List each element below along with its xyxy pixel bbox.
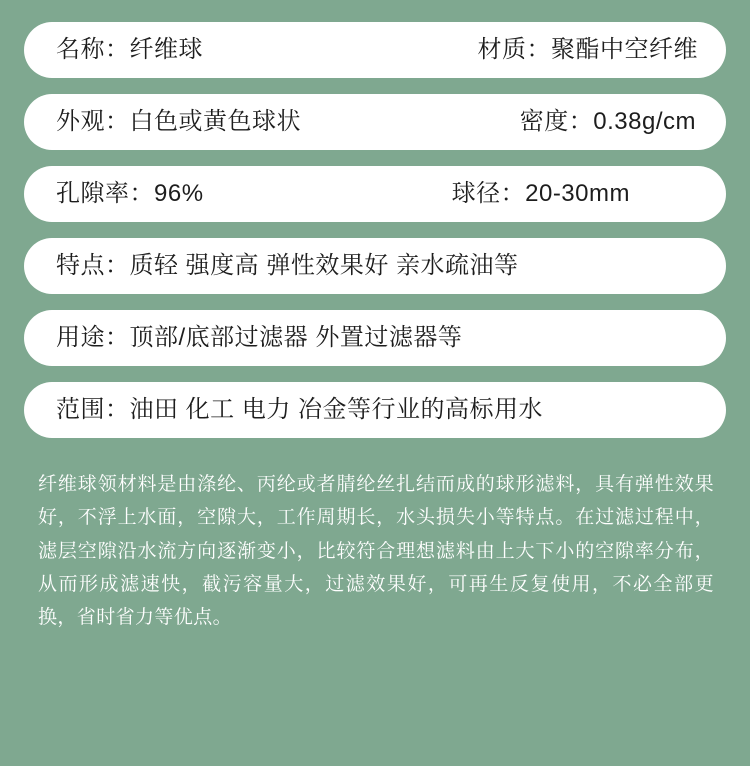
spec-left-text: 用途：顶部/底部过滤器 外置过滤器等 [56,324,463,351]
spec-right-text: 球径：20-30mm [451,180,630,207]
spec-row [24,22,726,78]
spec-right-text: 材质：聚酯中空纤维 [477,36,698,63]
description-block [24,468,726,634]
spec-left-text: 外观：白色或黄色球状 [56,108,301,135]
spec-left-text: 孔隙率：96% [56,180,204,207]
description-text: 纤维球领材料是由涤纶、丙纶或者腈纶丝扎结而成的球形滤料，具有弹性效果好，不浮上水面，空隙大，工作周期长，水头损失小等特点。在过滤过程中，滤层空隙沿水流方向逐渐变小，比较符合理想滤料由上大下小的空隙率分布，从而形成滤速快，截污容量大，过滤效果好，可再生反复使用，不必全部更换，省时省力等优点。 [38,474,714,628]
spec-left-text: 特点：质轻 强度高 弹性效果好 亲水疏油等 [56,252,519,279]
spec-row [24,94,726,150]
spec-row [24,382,726,438]
spec-row [24,310,726,366]
spec-row [24,238,726,294]
spec-list [24,22,726,438]
spec-left-text: 名称：纤维球 [56,36,203,63]
spec-right-text: 密度：0.38g/cm [519,108,696,135]
spec-left-text: 范围：油田 化工 电力 冶金等行业的高标用水 [56,396,544,423]
spec-row [24,166,726,222]
